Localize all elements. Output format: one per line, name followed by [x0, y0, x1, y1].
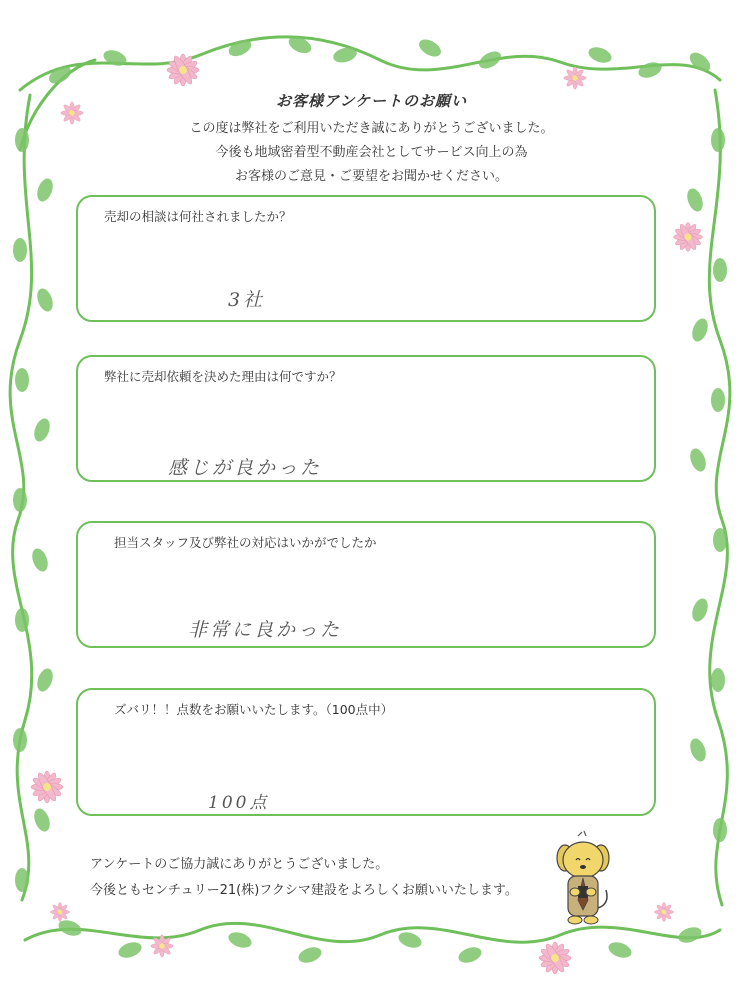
question-box-1: [76, 195, 656, 322]
question-label: 担当スタッフ及び弊社の対応はいかがでしたか: [114, 535, 377, 550]
question-label: ズバリ！！点数をお願いいたします。（100点中）: [114, 702, 394, 717]
question-box-3: [76, 521, 656, 648]
question-box-2: [76, 355, 656, 482]
survey-title: お客様アンケートのお願い: [275, 92, 468, 110]
footer-line-2: 今後ともセンチュリー21(株)フクシマ建設をよろしくお願いいたします。: [90, 883, 518, 898]
survey-header: [0, 90, 743, 189]
intro-line-1: この度は弊社をご利用いただき誠にありがとうございました。: [189, 121, 554, 136]
question-box-4: [76, 688, 656, 816]
footer-line-1: アンケートのご協力誠にありがとうございました。: [90, 857, 389, 872]
intro-line-2: 今後も地域密着型不動産会社としてサービス向上の為: [215, 145, 528, 160]
handwritten-answer: 100点: [208, 793, 270, 813]
question-label: 売却の相談は何社されましたか？: [104, 209, 292, 224]
handwritten-answer: 感じが良かった: [168, 457, 323, 479]
handwritten-answer: 3社: [228, 289, 266, 311]
handwritten-answer: 非常に良かった: [188, 619, 343, 641]
intro-line-3: お客様のご意見・ご要望をお聞かせください。: [234, 169, 508, 184]
footer-message: [90, 852, 518, 904]
question-label: 弊社に売却依頼を決めた理由は何ですか？: [104, 369, 342, 384]
dog-mascot: [548, 830, 618, 930]
